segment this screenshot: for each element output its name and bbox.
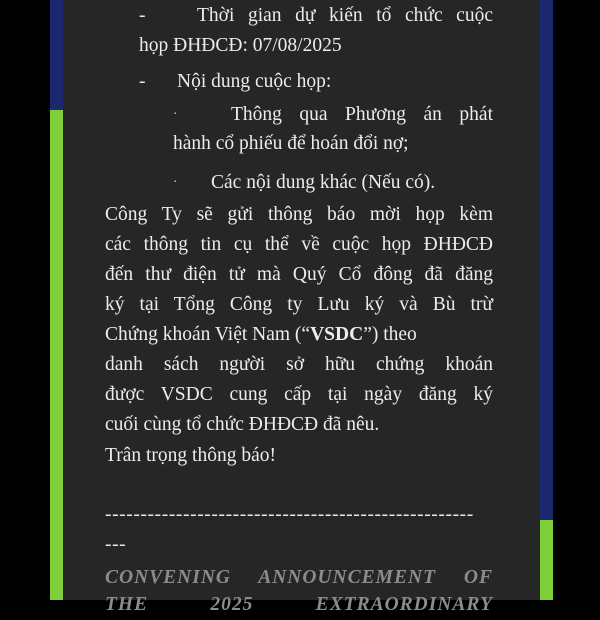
paragraph-line-1: Công Ty sẽ gửi thông báo mời họp kèm (105, 204, 493, 225)
agenda-item-2-text: Các nội dung khác (Nếu có). (211, 172, 436, 193)
vsdc-open: Chứng khoán Việt Nam (“ (105, 324, 311, 345)
agenda-item-2 (173, 168, 493, 198)
meeting-time-line2: họp ĐHĐCĐ: 07/08/2025 (139, 35, 342, 56)
closing-line: Trân trọng thông báo! (105, 445, 276, 466)
vsdc-abbreviation: VSDC (310, 324, 364, 345)
paragraph-line-2: các thông tin cụ thể về cuộc họp ĐHĐCĐ (105, 234, 493, 255)
vsdc-close: ”) theo (363, 324, 417, 345)
meeting-agenda-heading (139, 67, 459, 97)
agenda-item-1-line1 (173, 100, 493, 130)
right-border-green (540, 520, 553, 600)
agenda-item-1-text-1: Thông qua Phương án phát (231, 104, 493, 125)
meeting-time-text-1: Thời gian dự kiến tổ chức cuộc (197, 5, 493, 26)
right-border-blue (540, 0, 553, 520)
separator-line-2: --- (105, 534, 127, 555)
paragraph-line-6: danh sách người sở hữu chứng khoán (105, 354, 493, 375)
agenda-bullet-2: · (173, 175, 178, 190)
meeting-time-line1 (139, 1, 493, 31)
notice-paragraph (105, 200, 493, 440)
item2-dash: - (139, 71, 146, 92)
document-page[interactable] (63, 0, 540, 615)
item2-text: Nội dung cuộc họp: (177, 71, 332, 92)
left-border-blue (50, 0, 63, 110)
announcement-title-next: THE 2025 EXTRAORDINARY (105, 594, 493, 615)
paragraph-line-4: ký tại Tổng Công ty Lưu ký và Bù trừ (105, 294, 493, 315)
paragraph-line-5-text (105, 320, 417, 350)
announcement-title: CONVENING ANNOUNCEMENT OF (105, 567, 493, 588)
paragraph-line-3: đến thư điện tử mà Quý Cổ đông đã đăng (105, 264, 493, 285)
item1-dash: - (139, 5, 146, 26)
paragraph-line-8: cuối cùng tổ chức ĐHĐCĐ đã nêu. (105, 414, 380, 435)
paragraph-line-5 (105, 320, 493, 350)
separator-line-1: ---------------------------------------------------- (105, 504, 474, 525)
agenda-item-1-line2: hành cổ phiếu để hoán đổi nợ; (173, 133, 409, 154)
agenda-bullet-1: · (173, 107, 178, 122)
paragraph-line-7: được VSDC cung cấp tại ngày đăng ký (105, 384, 493, 405)
left-border-green (50, 110, 63, 600)
